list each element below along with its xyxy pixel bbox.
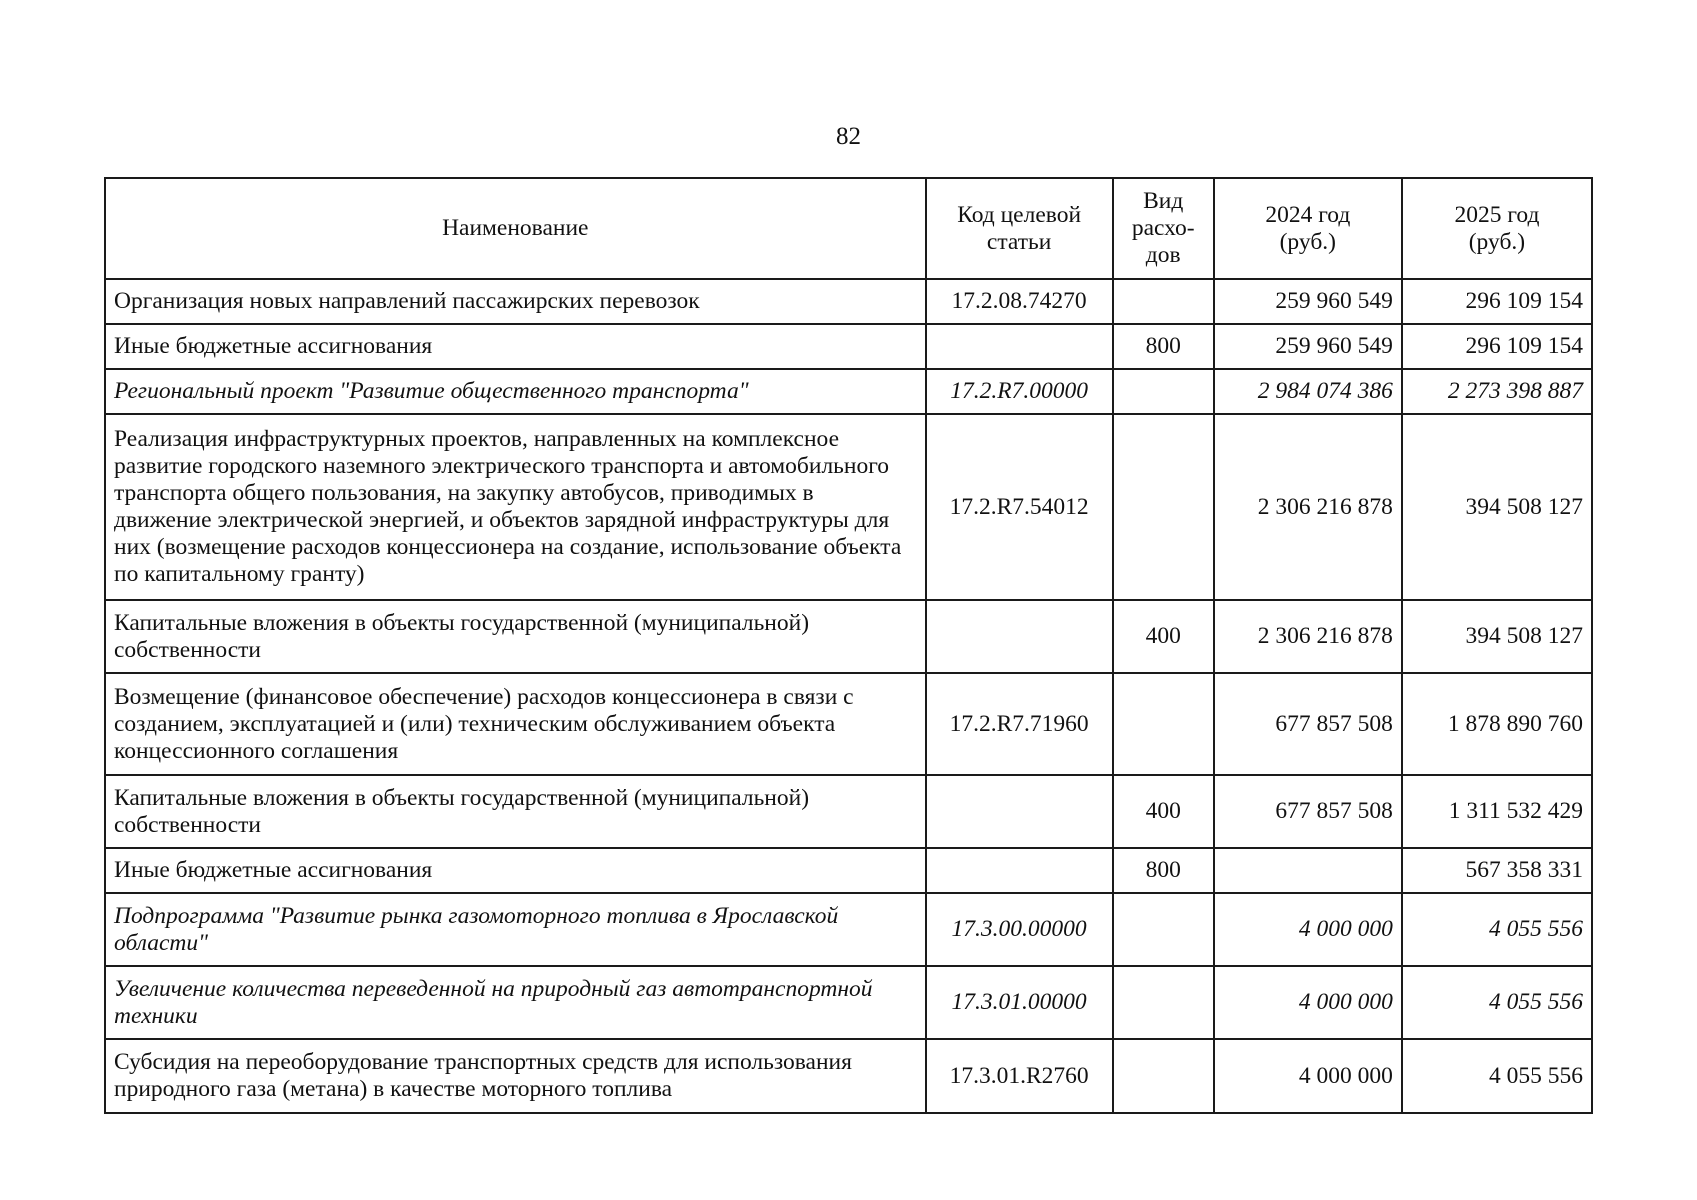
table-row <box>105 324 1592 369</box>
cell-name: Иные бюджетные ассигнования <box>105 324 926 369</box>
table-row <box>105 673 1592 775</box>
cell-type <box>1113 893 1214 966</box>
cell-code <box>926 775 1113 848</box>
cell-code: 17.2.R7.00000 <box>926 369 1113 414</box>
table-row <box>105 775 1592 848</box>
header-type-label: Вид расхо-дов <box>1131 188 1195 268</box>
table-row <box>105 369 1592 414</box>
cell-2024: 259 960 549 <box>1214 279 1402 324</box>
table-row <box>105 600 1592 673</box>
cell-2024: 4 000 000 <box>1214 966 1402 1039</box>
cell-name: Иные бюджетные ассигнования <box>105 848 926 893</box>
cell-name: Подпрограмма "Развитие рынка газомоторного топлива в Ярославской области" <box>105 893 926 966</box>
header-2025-label: 2025 год (руб.) <box>1454 201 1540 255</box>
cell-2024: 677 857 508 <box>1214 673 1402 775</box>
cell-type: 400 <box>1113 775 1214 848</box>
cell-type: 400 <box>1113 600 1214 673</box>
cell-type <box>1113 369 1214 414</box>
cell-2024 <box>1214 848 1402 893</box>
cell-type <box>1113 1039 1214 1113</box>
cell-type <box>1113 966 1214 1039</box>
cell-code: 17.2.08.74270 <box>926 279 1113 324</box>
cell-2025: 1 311 532 429 <box>1402 775 1592 848</box>
table-header <box>105 178 1592 279</box>
cell-type: 800 <box>1113 848 1214 893</box>
cell-2025: 296 109 154 <box>1402 324 1592 369</box>
header-2024-label: 2024 год (руб.) <box>1265 201 1351 255</box>
cell-2025: 394 508 127 <box>1402 414 1592 600</box>
cell-code: 17.3.01.R2760 <box>926 1039 1113 1113</box>
cell-2024: 4 000 000 <box>1214 1039 1402 1113</box>
cell-code <box>926 848 1113 893</box>
cell-2025: 2 273 398 887 <box>1402 369 1592 414</box>
cell-type <box>1113 673 1214 775</box>
header-type <box>1113 178 1214 279</box>
table-row <box>105 848 1592 893</box>
cell-name: Капитальные вложения в объекты государственной (муниципальной) собственности <box>105 775 926 848</box>
header-name: Наименование <box>105 178 926 279</box>
cell-name: Капитальные вложения в объекты государственной (муниципальной) собственности <box>105 600 926 673</box>
cell-name: Реализация инфраструктурных проектов, направленных на комплексное развитие городского наземного электрического транспорта и автомобильного транспорта общего пользования, на закупку автобусов, приводимых в движение электрической энергией, и объектов зарядной инфраструктуры для них (возмещение расходов концессионера на создание, использование объекта по капитальному гранту) <box>105 414 926 600</box>
header-code-label: Код целевой статьи <box>957 201 1082 255</box>
cell-type <box>1113 279 1214 324</box>
cell-code <box>926 324 1113 369</box>
cell-2025: 394 508 127 <box>1402 600 1592 673</box>
table-row <box>105 893 1592 966</box>
cell-2024: 2 306 216 878 <box>1214 414 1402 600</box>
cell-2024: 677 857 508 <box>1214 775 1402 848</box>
cell-code: 17.2.R7.71960 <box>926 673 1113 775</box>
cell-code: 17.3.01.00000 <box>926 966 1113 1039</box>
page-number: 82 <box>836 123 861 150</box>
cell-2024: 2 984 074 386 <box>1214 369 1402 414</box>
cell-2025: 1 878 890 760 <box>1402 673 1592 775</box>
header-2024 <box>1214 178 1402 279</box>
cell-code: 17.2.R7.54012 <box>926 414 1113 600</box>
budget-table <box>104 177 1593 1114</box>
cell-2025: 4 055 556 <box>1402 893 1592 966</box>
cell-name: Организация новых направлений пассажирских перевозок <box>105 279 926 324</box>
cell-2024: 4 000 000 <box>1214 893 1402 966</box>
cell-2025: 567 358 331 <box>1402 848 1592 893</box>
cell-code: 17.3.00.00000 <box>926 893 1113 966</box>
header-2025 <box>1402 178 1592 279</box>
cell-2025: 4 055 556 <box>1402 1039 1592 1113</box>
header-code <box>926 178 1113 279</box>
cell-code <box>926 600 1113 673</box>
table-row <box>105 279 1592 324</box>
table-row <box>105 1039 1592 1113</box>
cell-2025: 4 055 556 <box>1402 966 1592 1039</box>
cell-2024: 259 960 549 <box>1214 324 1402 369</box>
cell-2024: 2 306 216 878 <box>1214 600 1402 673</box>
cell-name: Субсидия на переоборудование транспортных средств для использования природного газа (метана) в качестве моторного топлива <box>105 1039 926 1113</box>
table-row <box>105 966 1592 1039</box>
cell-name: Возмещение (финансовое обеспечение) расходов концессионера в связи с созданием, эксплуатацией и (или) техническим обслуживанием объекта концессионного соглашения <box>105 673 926 775</box>
cell-name: Региональный проект "Развитие общественного транспорта" <box>105 369 926 414</box>
table-row <box>105 414 1592 600</box>
cell-name: Увеличение количества переведенной на природный газ автотранспортной техники <box>105 966 926 1039</box>
cell-2025: 296 109 154 <box>1402 279 1592 324</box>
cell-type: 800 <box>1113 324 1214 369</box>
table-body <box>105 279 1592 1113</box>
cell-type <box>1113 414 1214 600</box>
